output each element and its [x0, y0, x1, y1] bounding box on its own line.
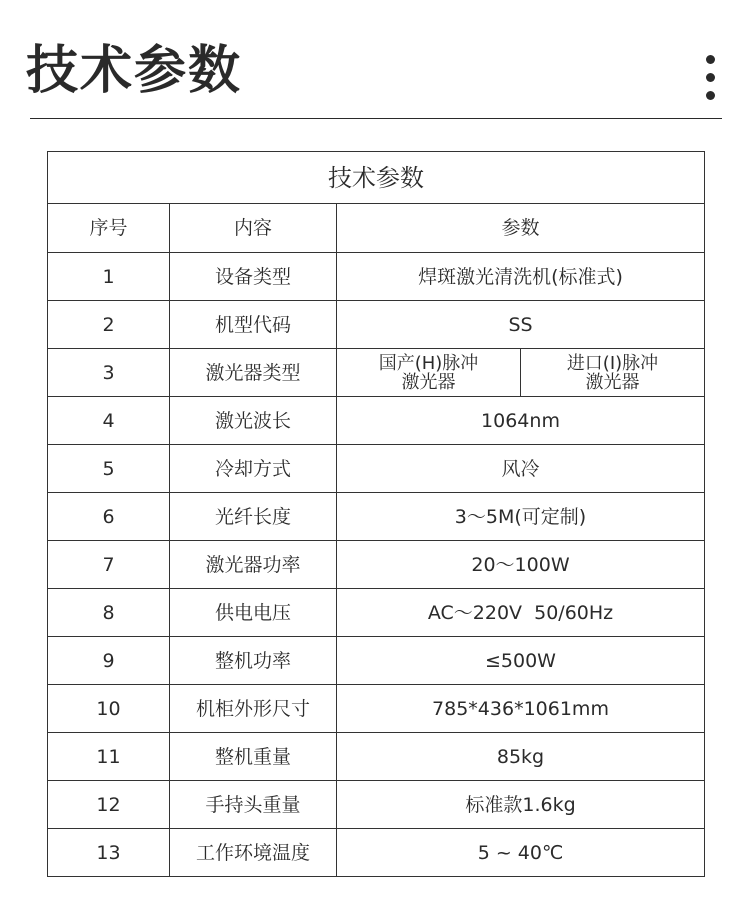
row-item: 供电电压: [170, 589, 337, 637]
table-row: [48, 445, 705, 493]
row-item: 设备类型: [170, 253, 337, 301]
row-value: 1064nm: [337, 397, 705, 445]
table-row: [48, 781, 705, 829]
row-item: 整机功率: [170, 637, 337, 685]
table-caption-row: [48, 152, 705, 204]
row-value-option: 国产(H)脉冲 激光器: [337, 349, 521, 397]
menu-dot: [706, 91, 715, 100]
row-value: 3～5M(可定制): [337, 493, 705, 541]
table-row: [48, 733, 705, 781]
row-number: 8: [48, 589, 170, 637]
spec-table: [47, 151, 705, 877]
column-header-no: 序号: [48, 204, 170, 253]
row-item: 光纤长度: [170, 493, 337, 541]
row-value: ≤500W: [337, 637, 705, 685]
row-value: 5 ~ 40℃: [337, 829, 705, 877]
row-item: 机型代码: [170, 301, 337, 349]
table-row: [48, 349, 705, 397]
table-row: [48, 541, 705, 589]
row-item: 激光器功率: [170, 541, 337, 589]
row-number: 6: [48, 493, 170, 541]
row-item: 激光波长: [170, 397, 337, 445]
row-value: 焊斑激光清洗机(标准式): [337, 253, 705, 301]
table-row: [48, 685, 705, 733]
row-number: 9: [48, 637, 170, 685]
table-row: [48, 493, 705, 541]
row-item: 激光器类型: [170, 349, 337, 397]
more-vertical-icon[interactable]: [700, 55, 720, 101]
row-number: 10: [48, 685, 170, 733]
row-number: 12: [48, 781, 170, 829]
row-value: 785*436*1061mm: [337, 685, 705, 733]
page-title: 技术参数: [26, 41, 243, 101]
column-header-item: 内容: [170, 204, 337, 253]
row-number: 1: [48, 253, 170, 301]
row-item: 工作环境温度: [170, 829, 337, 877]
row-item: 冷却方式: [170, 445, 337, 493]
row-number: 4: [48, 397, 170, 445]
row-value: 85kg: [337, 733, 705, 781]
table-header-row: [48, 204, 705, 253]
row-value-option: 进口(I)脉冲 激光器: [521, 349, 705, 397]
table-row: [48, 589, 705, 637]
row-value: 标准款1.6kg: [337, 781, 705, 829]
row-value: SS: [337, 301, 705, 349]
table-caption: 技术参数: [48, 152, 705, 204]
column-header-value: 参数: [337, 204, 705, 253]
row-value: AC～220V 50/60Hz: [337, 589, 705, 637]
row-item: 机柜外形尺寸: [170, 685, 337, 733]
menu-dot: [706, 55, 715, 64]
table-row: [48, 637, 705, 685]
row-item: 整机重量: [170, 733, 337, 781]
row-number: 11: [48, 733, 170, 781]
menu-dot: [706, 73, 715, 82]
row-value: 20～100W: [337, 541, 705, 589]
row-item: 手持头重量: [170, 781, 337, 829]
row-number: 13: [48, 829, 170, 877]
row-number: 7: [48, 541, 170, 589]
row-number: 2: [48, 301, 170, 349]
table-row: [48, 397, 705, 445]
title-divider: [30, 118, 722, 119]
row-value: 风冷: [337, 445, 705, 493]
table-row: [48, 253, 705, 301]
row-number: 3: [48, 349, 170, 397]
table-row: [48, 829, 705, 877]
table-row: [48, 301, 705, 349]
row-number: 5: [48, 445, 170, 493]
